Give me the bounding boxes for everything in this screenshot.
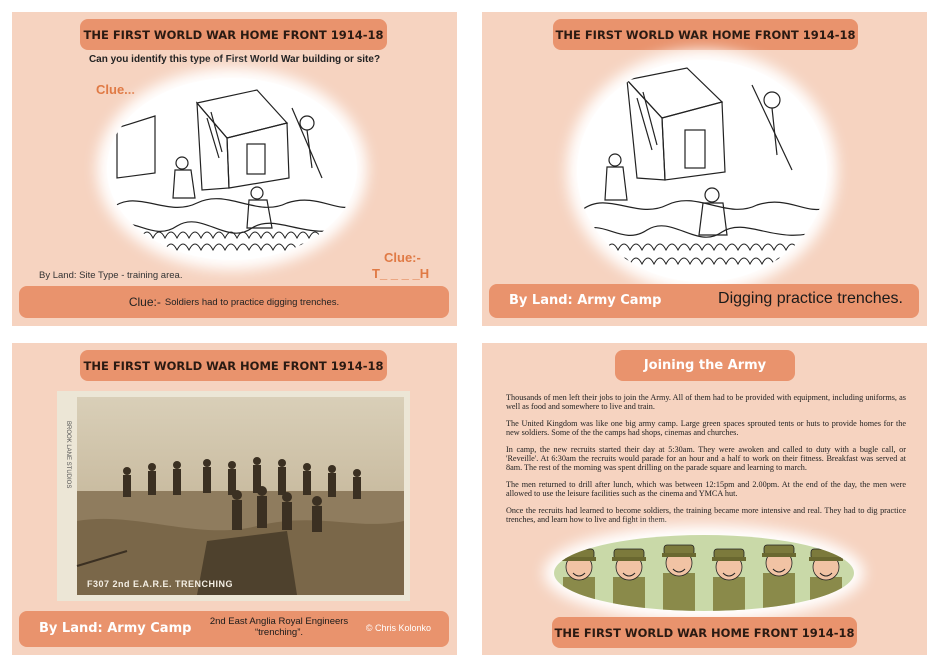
paragraph: In camp, the new recruits started their day at 5:30am. They were awoken and called to duty with a bugle call, or 'Reveille'. At 6:30am the recruits would parade for an hour and a half to work on their fitness. Breakfast was served at 8am. The rest of the morning was spent drilling on the parade square and learning to march. [506, 444, 906, 473]
site-type-text: By Land: Site Type - training area. [39, 270, 183, 281]
camp-sketch-oval [107, 78, 357, 260]
paragraph: The men returned to drill after lunch, which was between 12:15pm and 2.00pm. At the end of the day, the men were allowed to use the leisure facilities such as the cinema and YMCA hut. [506, 479, 906, 499]
bottom-left-label: By Land: Army Camp [509, 293, 662, 308]
card-quiz [12, 12, 457, 326]
paragraph: Thousands of men left their jobs to join the Army. All of them had to be provided with equipment, including uniforms, as well as food and somewhere to live and train. [506, 393, 906, 412]
army-camp-sketch [577, 60, 827, 282]
clue-top: Clue... [96, 82, 136, 97]
card-info [482, 343, 927, 655]
photo-caption: F307 2nd E.A.R.E. TRENCHING [87, 579, 234, 589]
bottom-mid-caption [209, 616, 349, 638]
card-title: THE FIRST WORLD WAR HOME FRONT 1914-18 [80, 350, 387, 381]
bottom-clue-prefix: Clue:- [128, 295, 161, 309]
bottom-left-label: By Land: Army Camp [39, 621, 192, 636]
paragraph: Once the recruits had learned to become soldiers, the training became more intensive and real. They had to dig practice trenches, and learn how to live and fight in them. [506, 505, 906, 525]
card-answer [482, 12, 927, 326]
bottom-clue-text: Soldiers had to practice digging trenches. [164, 296, 340, 308]
soldiers-cartoon-oval [554, 535, 854, 611]
caption-line-1: 2nd East Anglia Royal Engineers [209, 616, 349, 627]
info-text [506, 393, 906, 531]
card-title: THE FIRST WORLD WAR HOME FRONT 1914-18 [80, 19, 387, 50]
credit-text: © Chris Kolonko [365, 623, 431, 633]
photo-side-text: BROOK LANE STUDIOS [65, 421, 71, 489]
bottom-bar [489, 284, 919, 318]
bottom-bar [19, 611, 449, 647]
soldiers-cartoon [554, 535, 854, 611]
clue-right-word: T_ _ _ _H [372, 266, 430, 281]
bottom-clue-bar [19, 286, 449, 318]
caption-line-2: “trenching”. [254, 627, 304, 638]
card-photo [12, 343, 457, 655]
quiz-question: Can you identify this type of First World War building or site? [88, 54, 381, 65]
clue-right-label: Clue:- [384, 250, 421, 265]
trenching-photo [57, 391, 410, 601]
camp-sketch-oval [577, 60, 827, 282]
paragraph: The United Kingdom was like one big army camp. Large green spaces sprouted tents or huts to provide homes for the new soldiers. Some of the the camps had shops, cinemas and churches. [506, 418, 906, 438]
trenching-photo-image [57, 391, 410, 601]
info-title: Joining the Army [615, 350, 795, 381]
bottom-right-label: Digging practice trenches. [718, 290, 903, 307]
info-footer: THE FIRST WORLD WAR HOME FRONT 1914-18 [552, 617, 857, 648]
card-title: THE FIRST WORLD WAR HOME FRONT 1914-18 [553, 19, 858, 50]
army-camp-sketch [107, 78, 357, 260]
